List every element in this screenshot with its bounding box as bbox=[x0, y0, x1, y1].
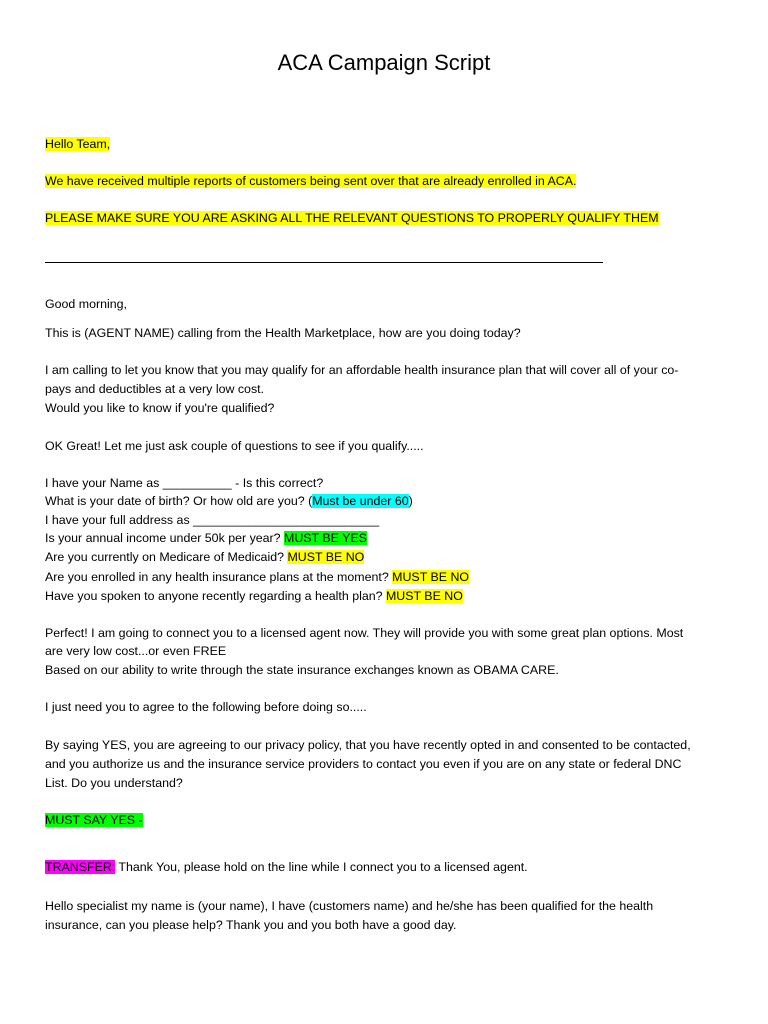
document-title: ACA Campaign Script bbox=[277, 50, 491, 75]
notice-greeting: Hello Team, bbox=[45, 137, 111, 151]
script-specialist-line-2: insurance, can you please help? Thank you and you both have a good day. bbox=[45, 918, 457, 932]
script-ok-great: OK Great! Let me just ask couple of questions to see if you qualify..... bbox=[45, 439, 424, 453]
requirement-income-yes: MUST BE YES bbox=[284, 531, 367, 545]
script-consent-line-2: and you authorize us and the insurance service providers to contact you even if you are on any state or federal DNC bbox=[45, 757, 682, 771]
script-specialist-line-1: Hello specialist my name is (your name), I have (customers name) and he/she has been qualified for the health bbox=[45, 899, 654, 913]
requirement-spoken-no: MUST BE NO bbox=[385, 589, 463, 603]
script-perfect-line-3: Based on our ability to write through the state insurance exchanges known as OBAMA CARE. bbox=[45, 663, 559, 677]
script-pitch-line-2: pays and deductibles at a very low cost. bbox=[45, 382, 265, 396]
notice-warning: PLEASE MAKE SURE YOU ARE ASKING ALL THE RELEVANT QUESTIONS TO PROPERLY QUALIFY THEM bbox=[45, 211, 659, 225]
script-consent-line-3: List. Do you understand? bbox=[45, 776, 183, 790]
script-transfer: TRANSFER: Thank You, please hold on the line while I connect you to a licensed agent. bbox=[45, 860, 528, 874]
script-perfect-line-1: Perfect! I am going to connect you to a licensed agent now. They will provide you with some great plan options. Most bbox=[45, 626, 684, 640]
question-name: I have your Name as __________ - Is this correct? bbox=[45, 476, 324, 490]
question-medicare: Are you currently on Medicare of Medicaid? MUST BE NO bbox=[45, 550, 365, 564]
script-agree-intro: I just need you to agree to the following before doing so..... bbox=[45, 700, 367, 714]
separator-line bbox=[45, 262, 603, 263]
script-pitch-line-1: I am calling to let you know that you may qualify for an affordable health insurance plan that will cover all of your co- bbox=[45, 363, 679, 377]
script-intro: This is (AGENT NAME) calling from the Health Marketplace, how are you doing today? bbox=[45, 326, 521, 340]
script-consent-line-1: By saying YES, you are agreeing to our privacy policy, that you have recently opted in and consented to be contacted, bbox=[45, 738, 691, 752]
script-good-morning: Good morning, bbox=[45, 297, 127, 311]
must-say-yes: MUST SAY YES - bbox=[45, 813, 143, 827]
question-enrolled: Are you enrolled in any health insurance plans at the moment? MUST BE NO bbox=[45, 570, 470, 584]
script-pitch-question: Would you like to know if you're qualified? bbox=[45, 401, 275, 415]
requirement-medicare-no: MUST BE NO bbox=[287, 550, 365, 564]
requirement-enrolled-no: MUST BE NO bbox=[392, 570, 470, 584]
question-dob: What is your date of birth? Or how old are you? (Must be under 60) bbox=[45, 494, 413, 508]
script-perfect-line-2: are very low cost...or even FREE bbox=[45, 644, 227, 658]
notice-report: We have received multiple reports of customers being sent over that are already enrolled in ACA. bbox=[45, 174, 577, 188]
question-address: I have your full address as ___________________________ bbox=[45, 513, 380, 527]
question-spoken: Have you spoken to anyone recently regarding a health plan? MUST BE NO bbox=[45, 589, 463, 603]
requirement-under-60: Must be under 60 bbox=[312, 494, 409, 508]
question-income: Is your annual income under 50k per year? MUST BE YES bbox=[45, 531, 367, 545]
transfer-label: TRANSFER: bbox=[45, 860, 116, 874]
